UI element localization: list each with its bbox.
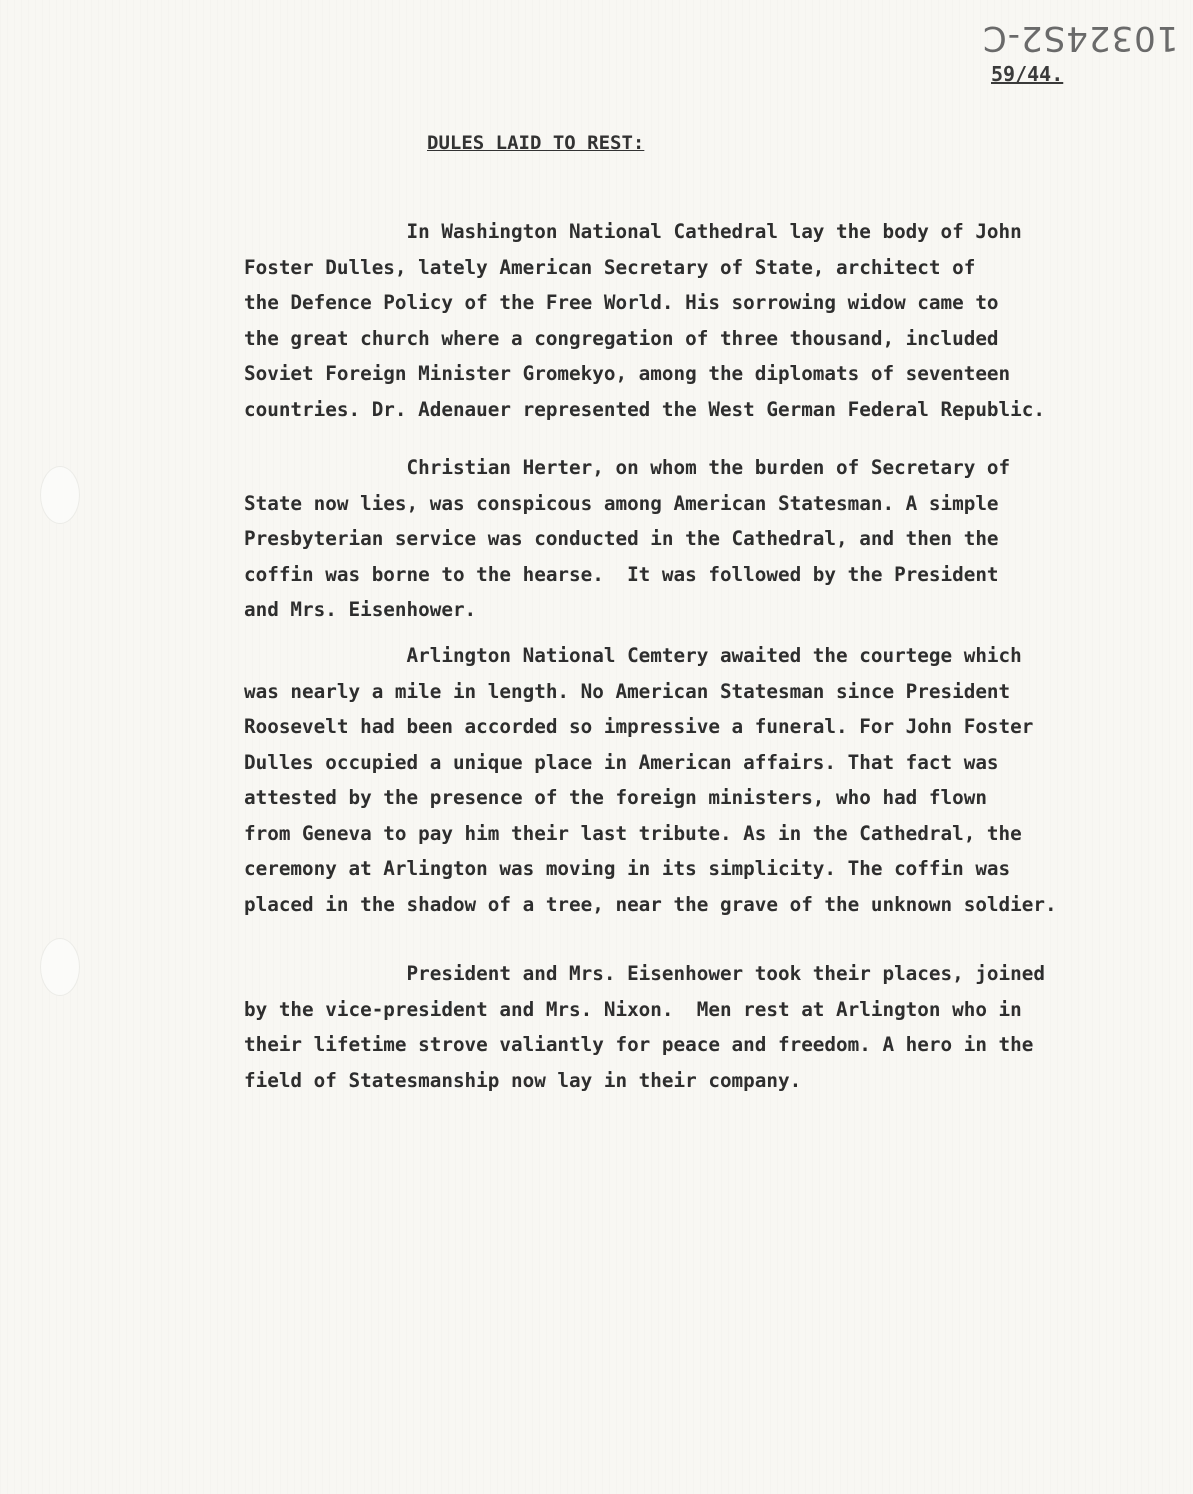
text-line: countries. Dr. Adenauer represented the West German Federal Republic. — [244, 397, 1045, 421]
text-line: State now lies, was conspicous among American Statesman. A simple — [244, 491, 999, 515]
text-line: from Geneva to pay him their last tribute. As in the Cathedral, the — [244, 821, 1022, 845]
text-line: In Washington National Cathedral lay the body of John — [244, 220, 1022, 243]
stamp-number: 10324S2-C — [982, 18, 1179, 58]
text-line: placed in the shadow of a tree, near the grave of the unknown soldier. — [244, 892, 1057, 916]
text-line: was nearly a mile in length. No American Statesman since President — [244, 679, 1011, 703]
reference-number: 59/44. — [991, 62, 1064, 86]
document-title: DULES LAID TO REST: — [427, 132, 645, 154]
text-line: coffin was borne to the hearse. It was followed by the President — [244, 562, 999, 586]
text-line: field of Statesmanship now lay in their company. — [244, 1068, 802, 1092]
text-line: Foster Dulles, lately American Secretary of State, architect of — [244, 255, 976, 279]
text-line: their lifetime strove valiantly for peace and freedom. A hero in the — [244, 1033, 1034, 1056]
text-line: the Defence Policy of the Free World. His sorrowing widow came to — [244, 291, 999, 314]
text-line: President and Mrs. Eisenhower took their places, joined — [244, 962, 1045, 985]
text-line: the great church where a congregation of three thousand, included — [244, 326, 999, 350]
text-line: Soviet Foreign Minister Gromekyo, among the diplomats of seventeen — [244, 362, 1011, 385]
punch-hole — [40, 938, 80, 996]
paragraph — [244, 956, 1045, 1098]
paragraph — [244, 638, 1057, 922]
text-line: ceremony at Arlington was moving in its simplicity. The coffin was — [244, 857, 1011, 880]
text-line: Arlington National Cemtery awaited the courtege which — [244, 644, 1022, 667]
text-line: and Mrs. Eisenhower. — [244, 598, 477, 621]
punch-hole — [40, 466, 80, 524]
text-line: Presbyterian service was conducted in the Cathedral, and then the — [244, 527, 999, 550]
paragraph — [244, 450, 1010, 628]
text-line: attested by the presence of the foreign ministers, who had flown — [244, 786, 987, 809]
text-line: Roosevelt had been accorded so impressive a funeral. For John Foster — [244, 715, 1034, 738]
text-line: Dulles occupied a unique place in American affairs. That fact was — [244, 750, 999, 774]
text-line: Christian Herter, on whom the burden of Secretary of — [244, 456, 1011, 479]
paragraph — [244, 214, 1045, 427]
text-line: by the vice-president and Mrs. Nixon. Men rest at Arlington who in — [244, 997, 1022, 1021]
